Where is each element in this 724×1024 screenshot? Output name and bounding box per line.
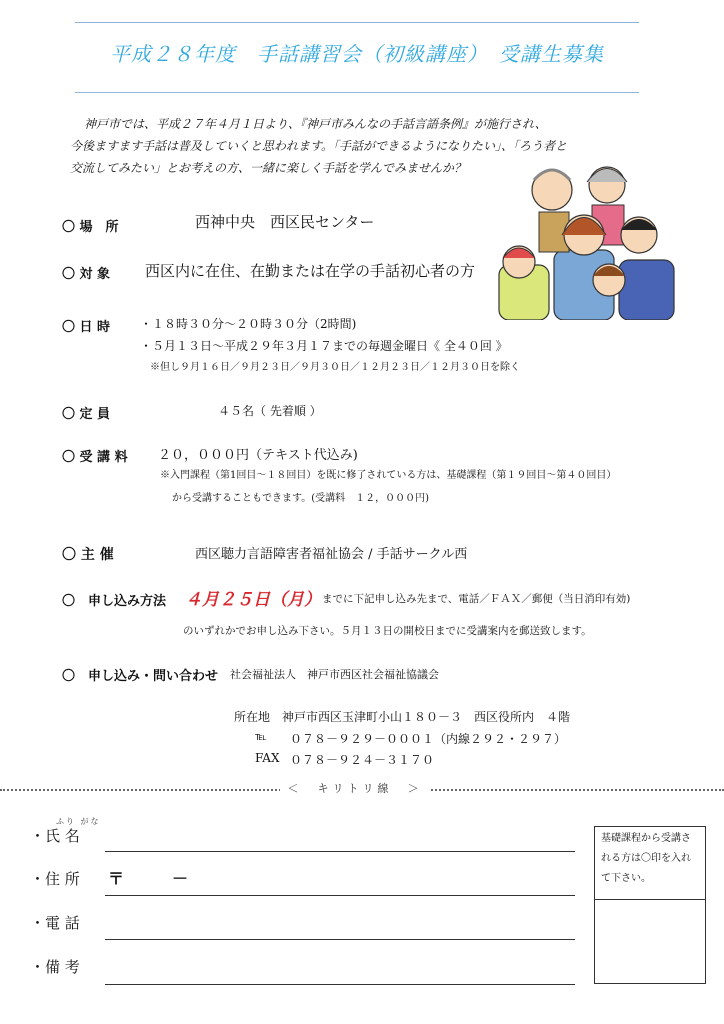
apply-deadline: ４月２５日（月） (185, 590, 321, 610)
target-value: 西区内に在住、在勤または在学の手話初心者の方 (145, 262, 476, 280)
capacity-label: 〇 定 員 (62, 407, 111, 422)
intro-line: 交流してみたい」とお考えの方、一緒に楽しく手話を学んでみませんか？ (70, 161, 467, 175)
phone-label: ・電 話 (30, 914, 80, 932)
remarks-label: ・備 考 (30, 958, 80, 976)
host-label: 〇 主 催 (62, 547, 114, 563)
page-title: 平成２８年度 手話講習会（初級講座） 受講生募集 (110, 42, 604, 66)
apply-label: 〇 申し込み方法 (62, 594, 167, 609)
host-value: 西区聴力言語障害者福祉協会 / 手話サークル西 (195, 547, 468, 562)
contact-org: 社会福祉法人 神戸市西区社会福祉協議会 (230, 668, 439, 681)
schedule-time: ・１８時３０分～２０時３０分（2時間) (140, 317, 357, 331)
phone-field[interactable] (105, 939, 575, 940)
tel-label: ℡ (255, 730, 267, 743)
basic-course-check-box[interactable] (594, 826, 706, 984)
family-illustration (494, 150, 684, 320)
place-value: 西神中央 西区民センター (195, 213, 375, 231)
contact-address: 所在地 神戸市西区玉津町小山１８０－３ 西区役所内 ４階 (234, 710, 571, 724)
intro-line: 神戸市では、平成２７年４月１日より、『神戸市みんなの手話言語条例』が施行され、 (84, 117, 547, 131)
fee-note: から受講することもできます。(受講料 １２，０００円) (172, 493, 430, 504)
address-field[interactable] (105, 895, 575, 896)
fee-value: ２０，０００円（テキスト代込み) (158, 448, 358, 463)
remarks-field[interactable] (105, 984, 575, 985)
basic-course-note: 基礎課程から受講される方は〇印を入れて下さい。 (595, 827, 705, 900)
schedule-note: ※但し９月１６日／９月２３日／９月３０日／１２月２３日／１２月３０日を除く (150, 362, 520, 373)
capacity-value: ４５名（ 先着順 ） (218, 404, 322, 418)
name-label: ・氏 名 (30, 827, 80, 845)
name-ruby: ふり がな (56, 817, 101, 826)
cut-line-label: ＜ キリトリ線 ＞ (280, 780, 430, 796)
postal-mark: 〒 － (108, 869, 189, 888)
fee-label: 〇 受 講 料 (62, 450, 128, 465)
target-label: 〇 対 象 (62, 267, 111, 282)
fee-note: ※入門課程（第1回目～１８回目）を既に修了されている方は、基礎課程（第１９回目～第４０回目） (160, 470, 617, 481)
contact-label: 〇 申し込み・問い合わせ (62, 669, 219, 684)
title-rule-bottom (75, 92, 639, 93)
schedule-label: 〇 日 時 (62, 320, 111, 335)
title-rule-top (75, 22, 639, 23)
contact-fax: ０７８－９２４－３１７０ (290, 753, 435, 767)
place-label: 〇 場 所 (62, 220, 119, 235)
apply-text: までに下記申し込み先まで、電話／ＦＡＸ／郵便（当日消印有効) (322, 593, 631, 605)
name-field[interactable] (105, 851, 575, 852)
contact-tel: ０７８－９２９－０００１（内線２９２・２９７） (290, 732, 567, 746)
apply-text: のいずれかでお申し込み下さい。５月１３日の開校日までに受講案内を郵送致します。 (183, 625, 592, 637)
schedule-dates: ・５月１３日～平成２９年３月１７までの毎週金曜日《 全４０回 》 (140, 339, 508, 353)
fax-label: FAX (255, 751, 280, 765)
intro-line: 今後ますます手話は普及していくと思われます。「手話ができるようになりたい」、「ろう者と (70, 139, 568, 153)
address-label: ・住 所 (30, 870, 80, 888)
